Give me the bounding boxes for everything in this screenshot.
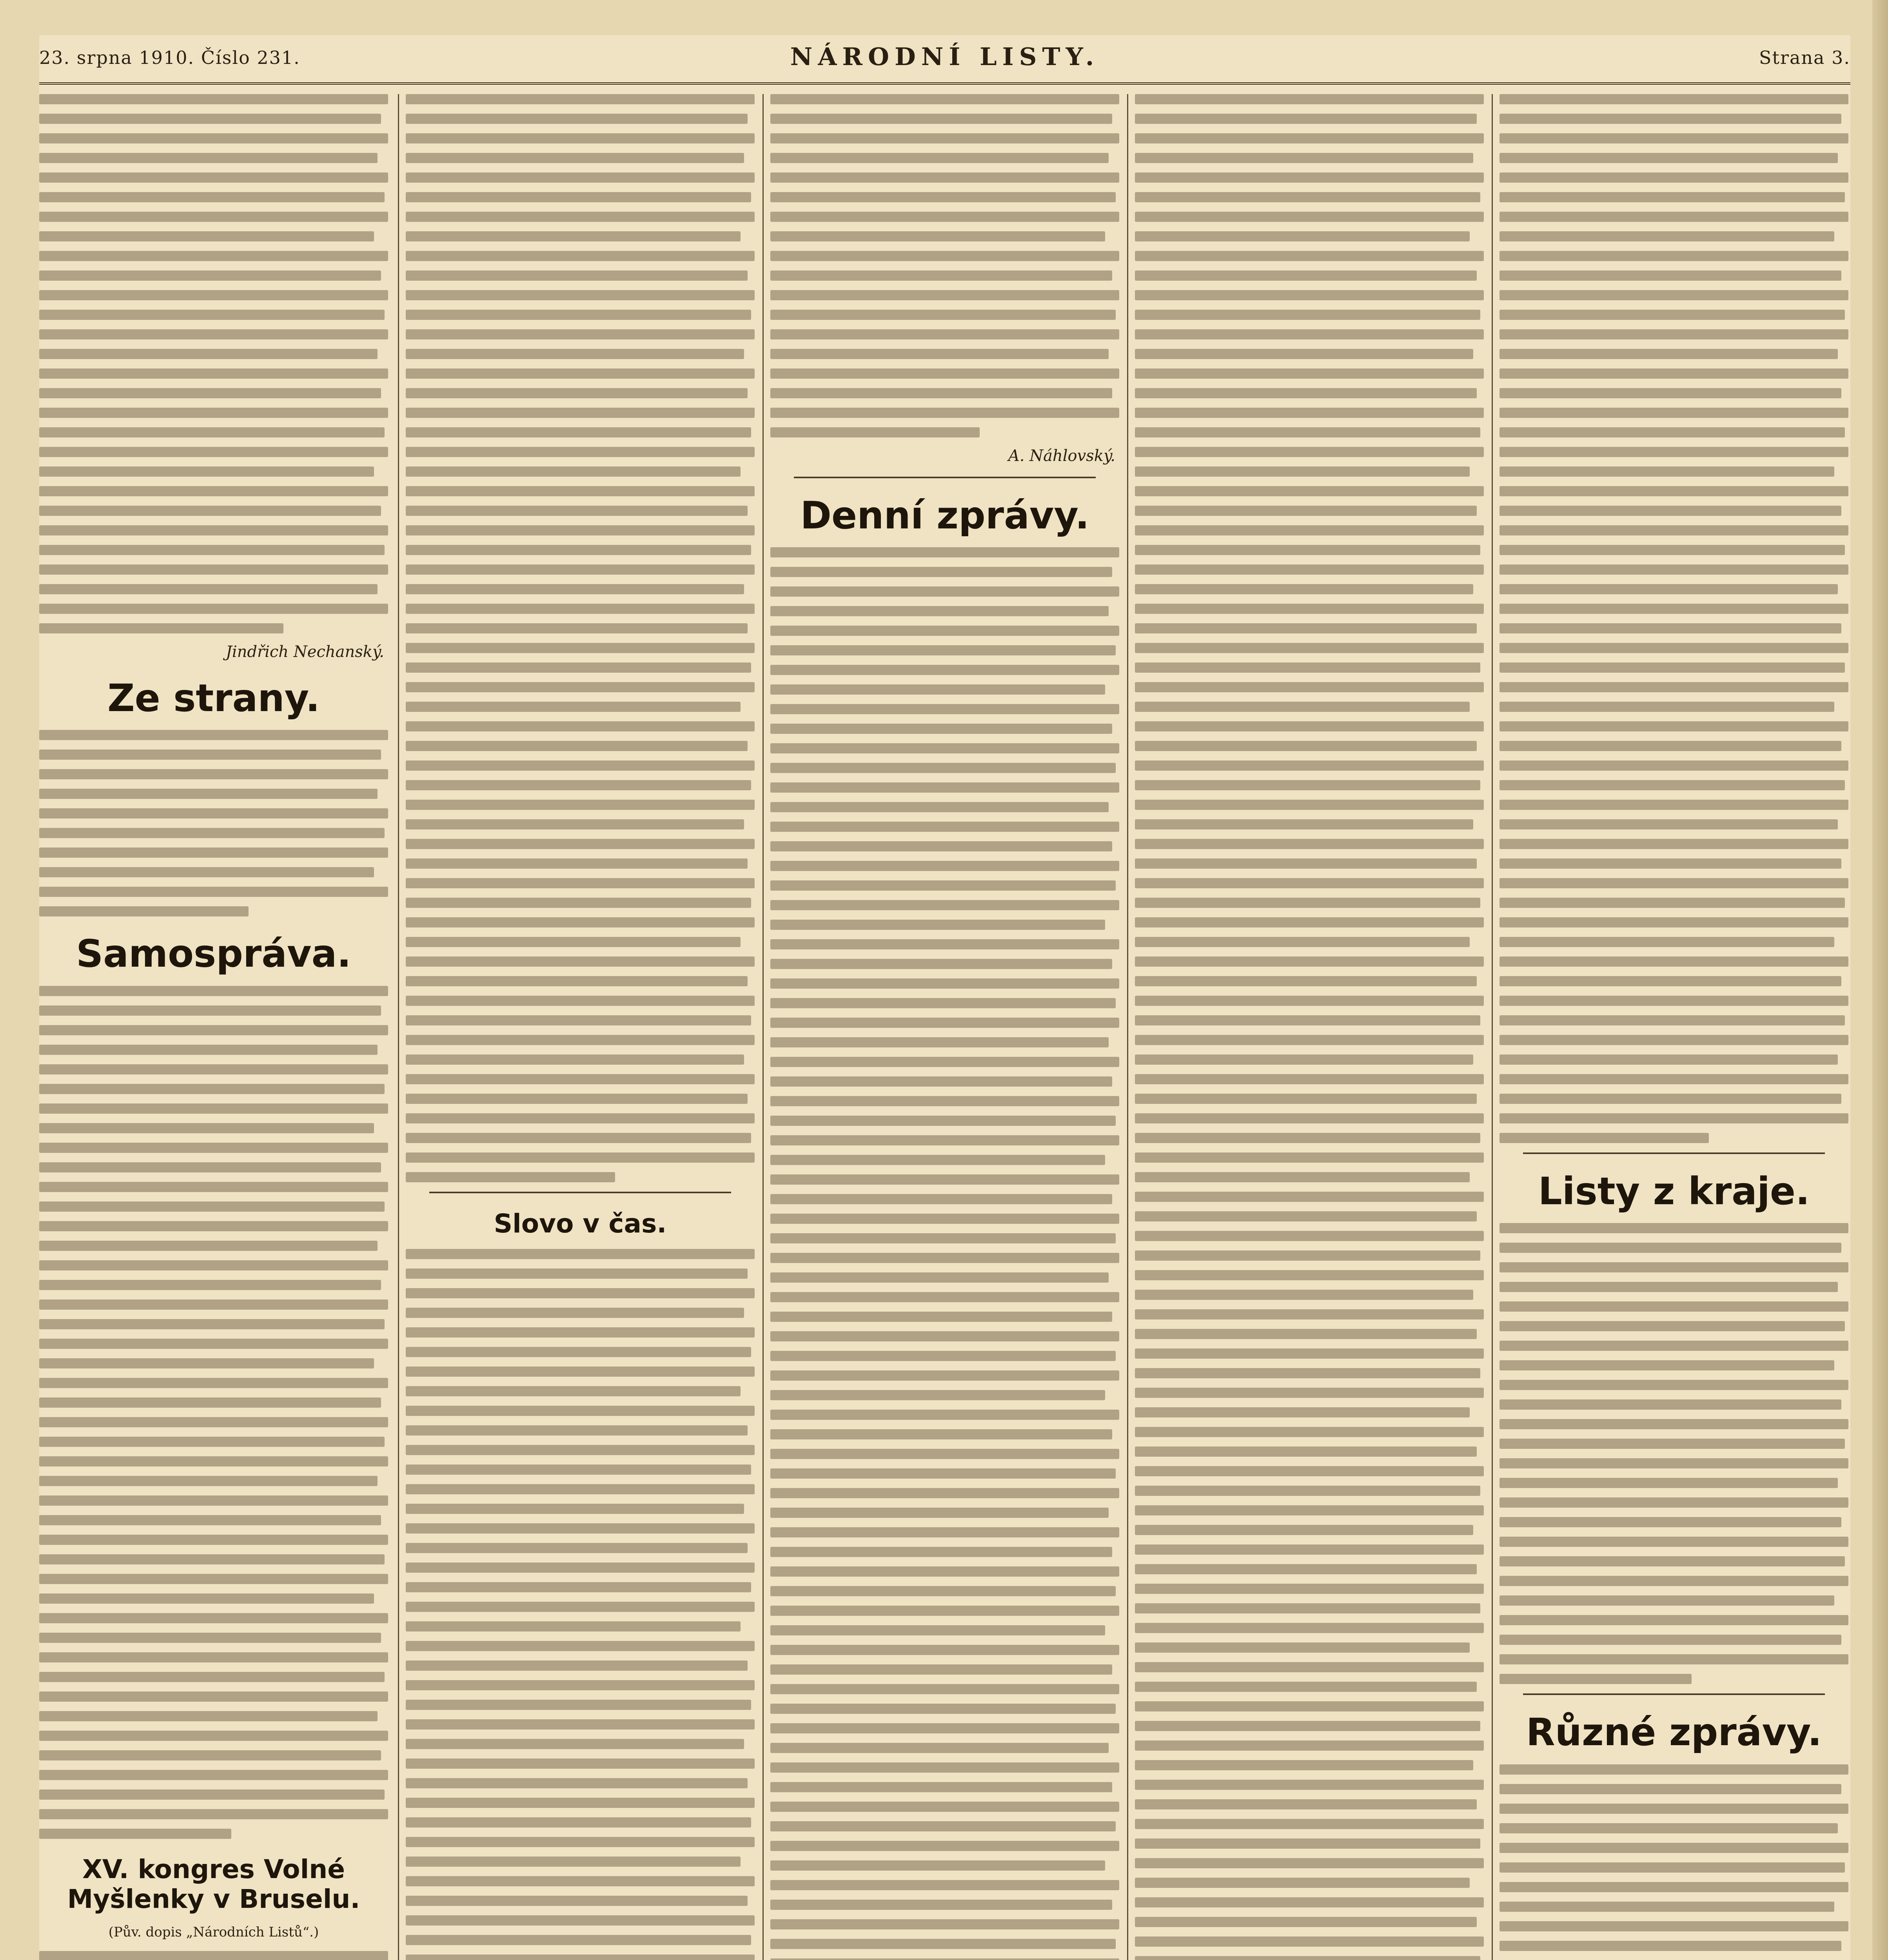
section-heading-slovo: Slovo v čas. xyxy=(494,1209,667,1239)
page-number: Strana 3. xyxy=(1759,47,1850,68)
article-rule xyxy=(794,477,1096,478)
article-rule xyxy=(1523,1152,1825,1154)
author-signature: Jindřich Nechanský. xyxy=(225,643,384,661)
column-rule xyxy=(762,94,764,1960)
section-heading-listy-z-kraje: Listy z kraje. xyxy=(1538,1169,1810,1213)
section-heading-ze-strany: Ze strany. xyxy=(107,676,320,720)
article-rule xyxy=(1523,1693,1825,1695)
section-heading-samosprava: Samospráva. xyxy=(76,932,351,976)
page-header xyxy=(39,35,1850,85)
article-rule xyxy=(429,1192,731,1193)
column-3 xyxy=(770,94,1119,1960)
column-5 xyxy=(1500,94,1848,1960)
author-signature: A. Náhlovský. xyxy=(1008,447,1115,465)
column-rule xyxy=(1127,94,1128,1960)
issue-date: 23. srpna 1910. Číslo 231. xyxy=(39,47,300,68)
column-rule xyxy=(1492,94,1493,1960)
section-heading-denni-zpravy: Denní zprávy. xyxy=(800,494,1089,537)
newspaper-page xyxy=(39,35,1850,1960)
column-1 xyxy=(39,94,388,1960)
column-2 xyxy=(406,94,755,1960)
dispatch-note: (Pův. dopis „Národních Listů“.) xyxy=(108,1924,319,1940)
section-heading-kongres: XV. kongres Volné Myšlenky v Bruselu. xyxy=(67,1854,360,1914)
column-rule xyxy=(398,94,399,1960)
paper-edge xyxy=(1872,0,1888,1960)
section-heading-ruzne-zpravy: Různé zprávy. xyxy=(1526,1710,1822,1755)
masthead-title: NÁRODNÍ LISTY. xyxy=(790,42,1100,71)
column-4 xyxy=(1135,94,1484,1960)
